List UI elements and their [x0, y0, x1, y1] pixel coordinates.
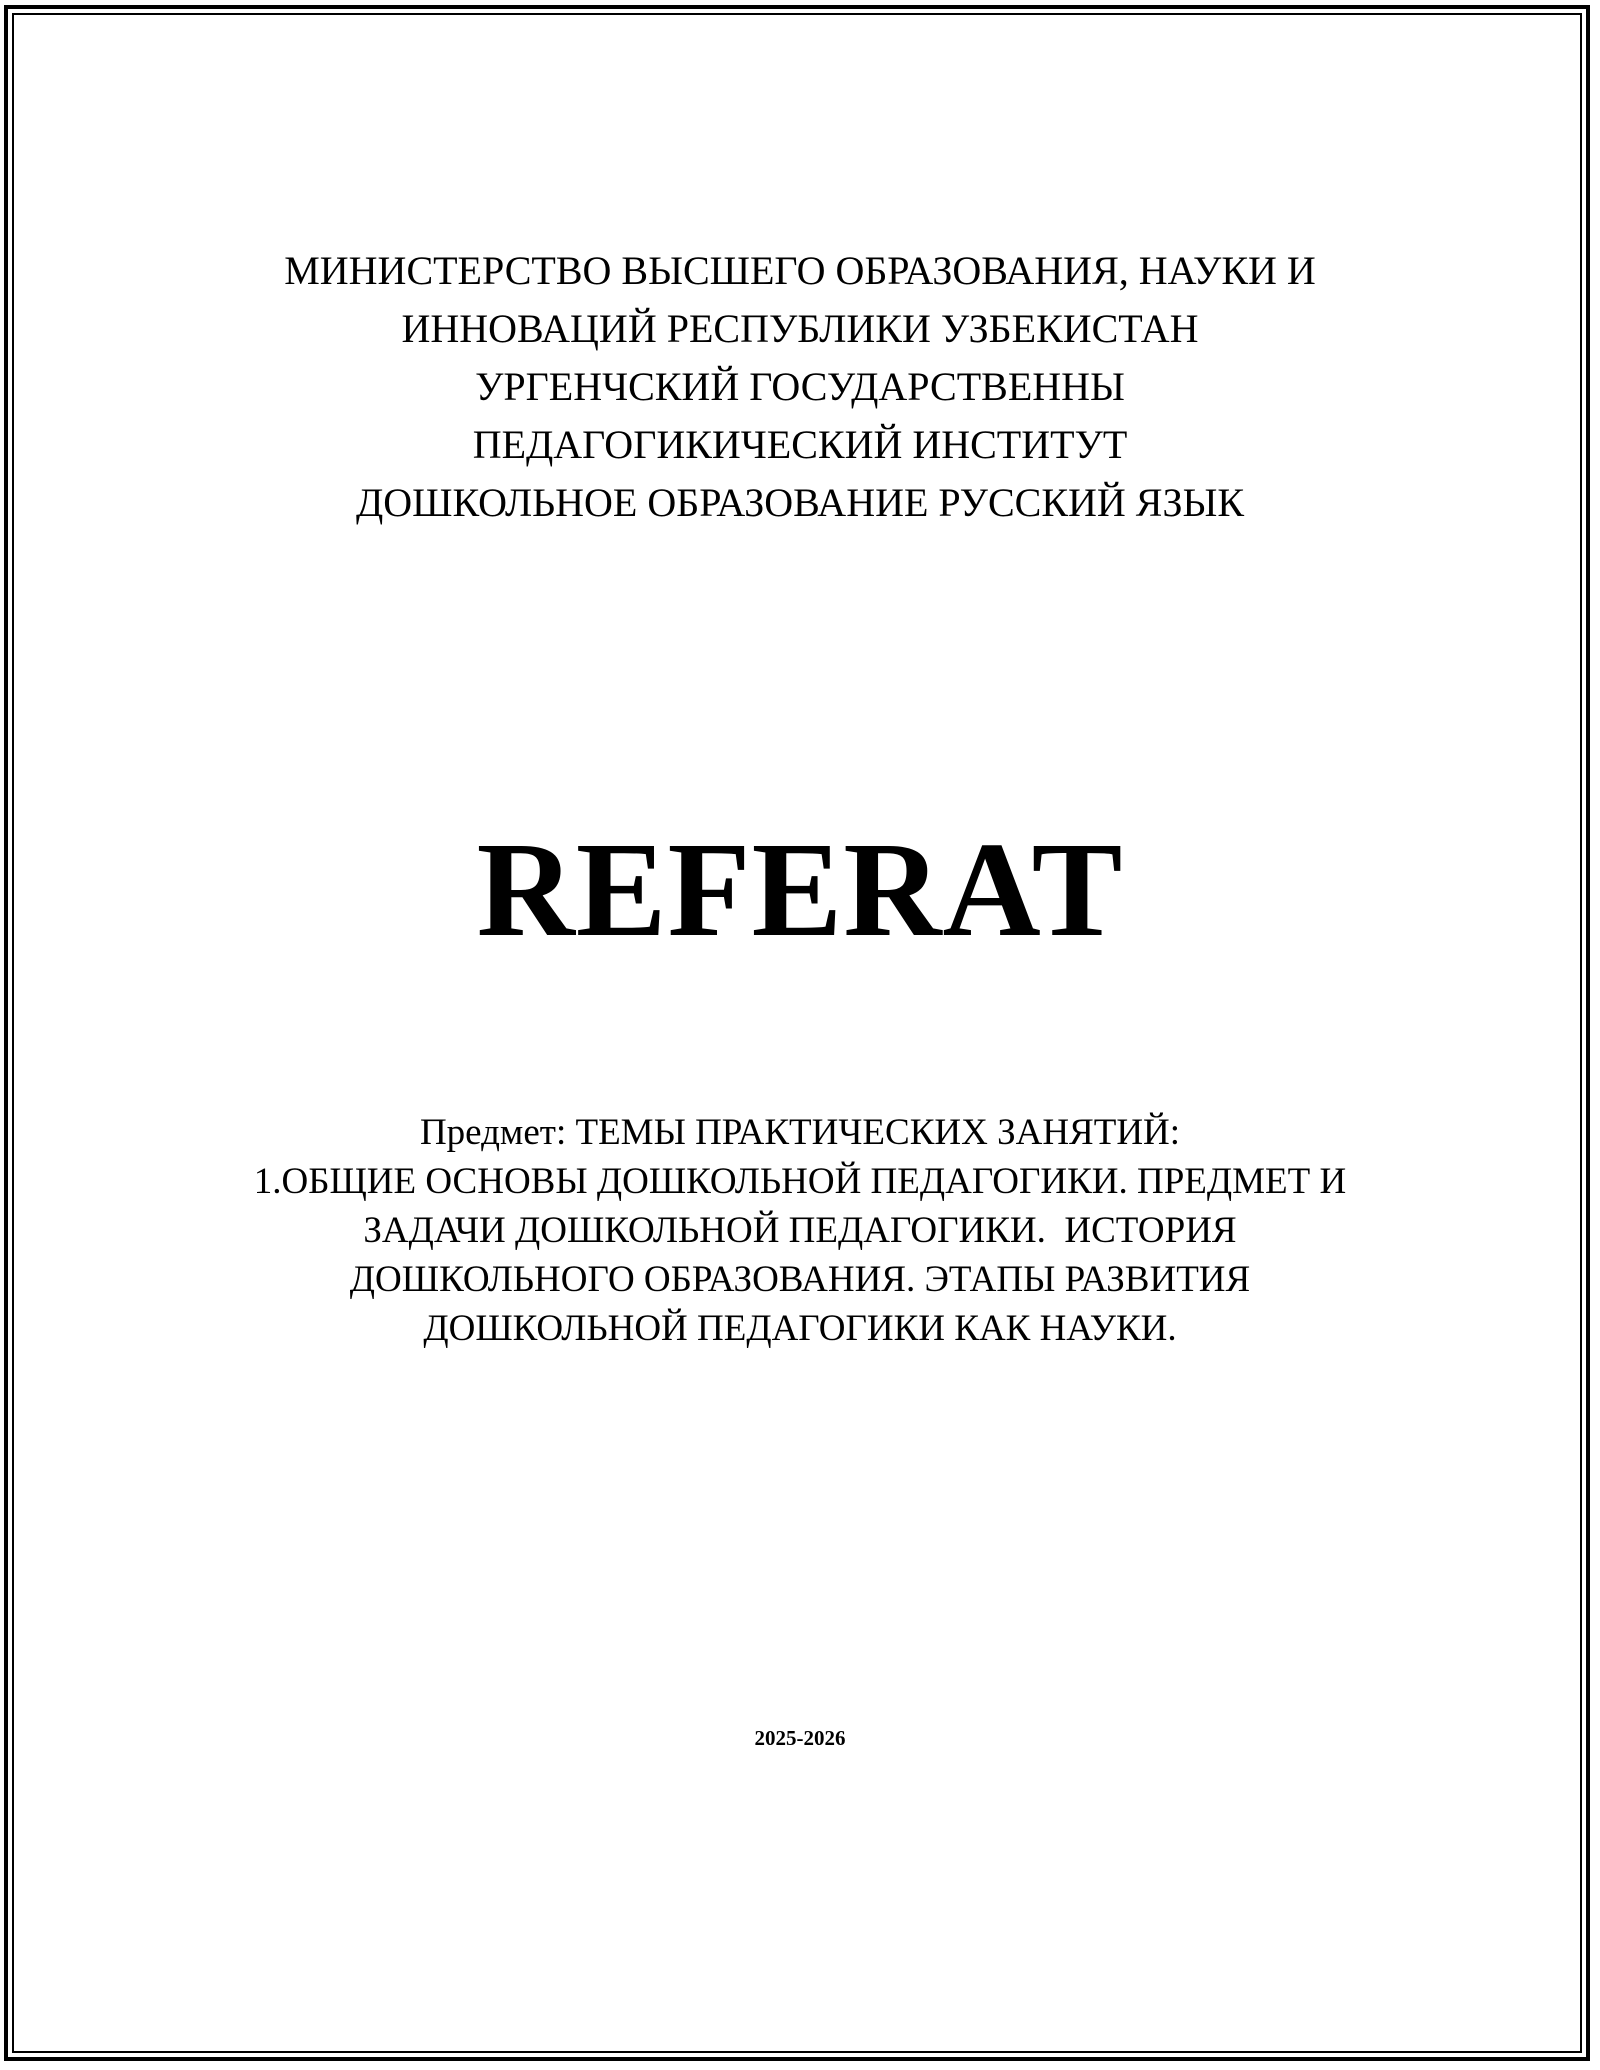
- institution-header: [0, 242, 1600, 532]
- academic-year: 2025-2026: [754, 1726, 846, 1750]
- header-line-ministry-2: ИННОВАЦИЙ РЕСПУБЛИКИ УЗБЕКИСТАН: [401, 306, 1199, 351]
- subject-label-line: Предмет: ТЕМЫ ПРАКТИЧЕСКИХ ЗАНЯТИЙ:: [419, 1112, 1181, 1153]
- subject-block: [0, 1108, 1600, 1353]
- subject-topic-line-1: 1.ОБЩИЕ ОСНОВЫ ДОШКОЛЬНОЙ ПЕДАГОГИКИ. ПРЕДМЕТ И: [253, 1161, 1347, 1202]
- document-title: REFERAT: [476, 815, 1124, 965]
- header-line-university-1: УРГЕНЧСКИЙ ГОСУДАРСТВЕННЫ: [475, 364, 1125, 409]
- header-line-university-2: ПЕДАГОГИКИЧЕСКИЙ ИНСТИТУТ: [472, 422, 1128, 467]
- header-line-ministry-1: МИНИСТЕРСТВО ВЫСШЕГО ОБРАЗОВАНИЯ, НАУКИ И: [284, 248, 1316, 293]
- subject-topic-line-4: ДОШКОЛЬНОЙ ПЕДАГОГИКИ КАК НАУКИ.: [423, 1308, 1177, 1349]
- subject-topic-line-3: ДОШКОЛЬНОГО ОБРАЗОВАНИЯ. ЭТАПЫ РАЗВИТИЯ: [349, 1259, 1251, 1300]
- subject-topic-line-2: ЗАДАЧИ ДОШКОЛЬНОЙ ПЕДАГОГИКИ. ИСТОРИЯ: [363, 1210, 1237, 1251]
- header-line-department: ДОШКОЛЬНОЕ ОБРАЗОВАНИЕ РУССКИЙ ЯЗЫК: [355, 480, 1245, 525]
